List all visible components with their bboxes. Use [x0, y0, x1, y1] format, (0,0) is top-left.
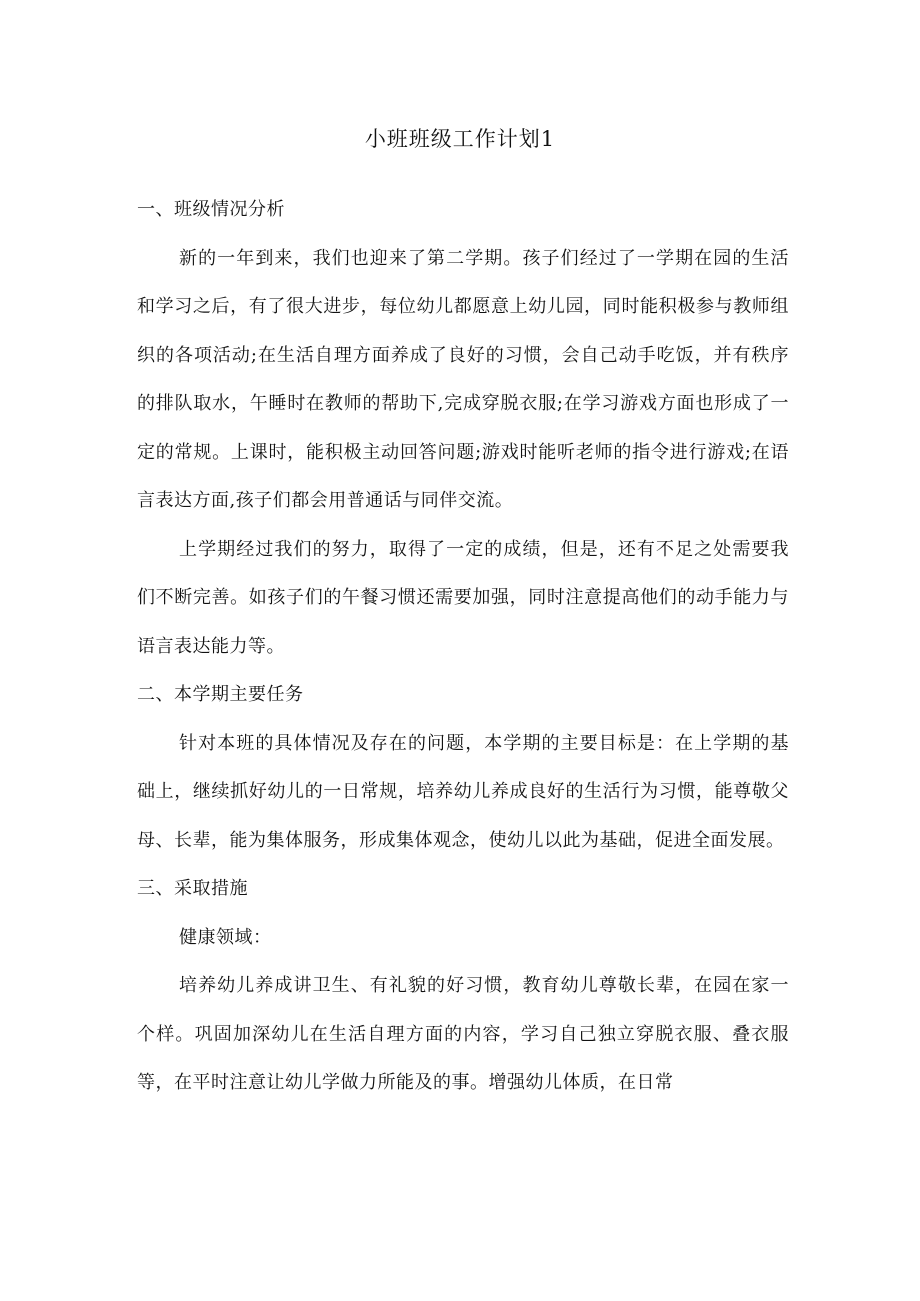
document-body [137, 186, 789, 1108]
paragraph-1: 新的一年到来，我们也迎来了第二学期。孩子们经过了一学期在园的生活和学习之后，有了很大进步，每位幼儿都愿意上幼儿园，同时能积极参与教师组织的各项活动;在生活自理方面养成了良好的习惯，会自己动手吃饭，并有秩序的排队取水，午睡时在教师的帮助下,完成穿脱衣服;在学习游戏方面也形成了一定的常规。上课时，能积极主动回答问题;游戏时能听老师的指令进行游戏;在语言表达方面,孩子们都会用普通话与同伴交流。 [137, 247, 789, 511]
section-heading-1: 一、班级情况分析 [137, 199, 285, 220]
paragraph-4: 培养幼儿养成讲卫生、有礼貌的好习惯，教育幼儿尊敬长辈，在园在家一个样。巩固加深幼儿在生活自理方面的内容，学习自己独立穿脱衣服、叠衣服等，在平时注意让幼儿学做力所能及的事。增强幼儿体质，在日常 [137, 975, 789, 1093]
paragraph-3: 针对本班的具体情况及存在的问题，本学期的主要目标是：在上学期的基础上，继续抓好幼儿的一日常规，培养幼儿养成良好的生活行为习惯，能尊敬父母、长辈，能为集体服务，形成集体观念，使幼儿以此为基础，促进全面发展。 [137, 732, 789, 851]
section-heading-3: 三、采取措施 [137, 878, 248, 899]
subheading-health: 健康领域： [179, 926, 272, 948]
document-title: 小班班级工作计划1 [364, 127, 556, 151]
section-heading-2: 二、本学期主要任务 [137, 684, 304, 705]
paragraph-2: 上学期经过我们的努力，取得了一定的成绩，但是，还有不足之处需要我们不断完善。如孩子们的午餐习惯还需要加强，同时注意提高他们的动手能力与语言表达能力等。 [137, 538, 789, 657]
